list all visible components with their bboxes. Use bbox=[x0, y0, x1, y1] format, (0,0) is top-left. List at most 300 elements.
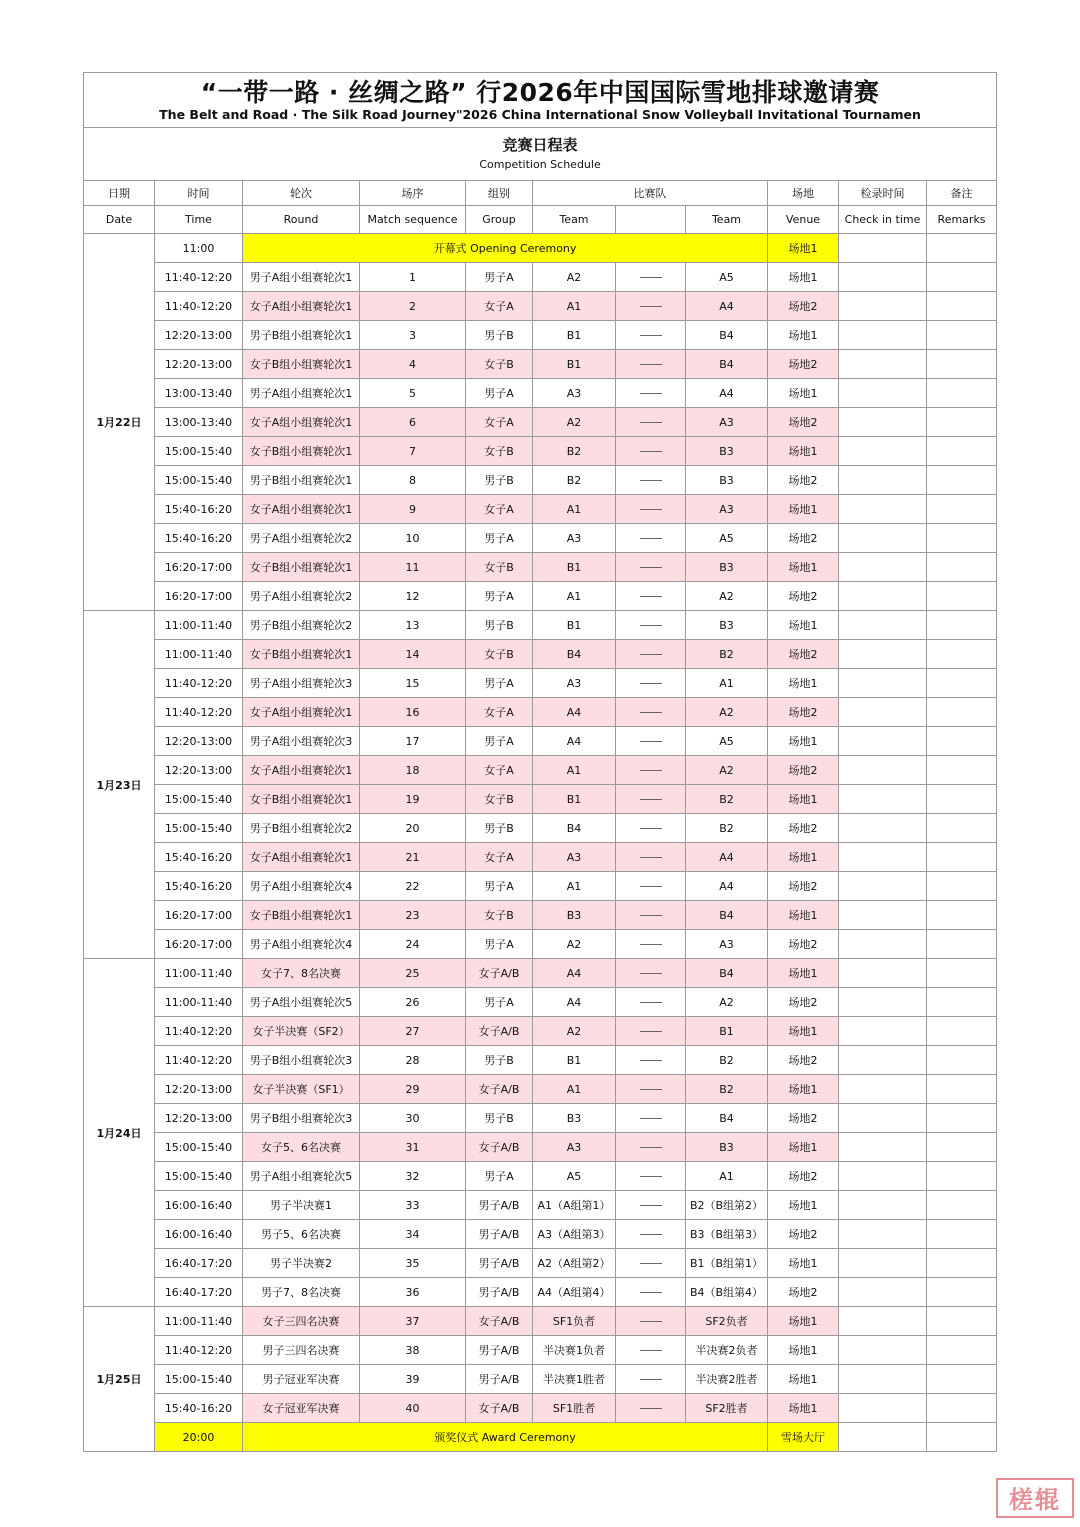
match-group: 女子A/B bbox=[466, 1133, 533, 1162]
match-time: 15:00-15:40 bbox=[155, 1162, 243, 1191]
match-venue: 场地2 bbox=[768, 698, 839, 727]
dash-separator bbox=[640, 422, 662, 423]
remarks-cell bbox=[927, 988, 997, 1017]
match-time: 11:40-12:20 bbox=[155, 1017, 243, 1046]
match-time: 11:40-12:20 bbox=[155, 1336, 243, 1365]
match-seq: 10 bbox=[360, 524, 466, 553]
match-row bbox=[84, 814, 997, 843]
team-1: A3 bbox=[533, 1133, 616, 1162]
match-group: 女子B bbox=[466, 553, 533, 582]
team-1: SF1负者 bbox=[533, 1307, 616, 1336]
match-round: 男子5、6名决赛 bbox=[243, 1220, 360, 1249]
team-2: SF2胜者 bbox=[686, 1394, 768, 1423]
match-venue: 场地1 bbox=[768, 1075, 839, 1104]
match-group: 男子A bbox=[466, 1162, 533, 1191]
match-round: 男子A组小组赛轮次5 bbox=[243, 1162, 360, 1191]
match-group: 女子A bbox=[466, 408, 533, 437]
match-time: 12:20-13:00 bbox=[155, 350, 243, 379]
checkin-cell bbox=[839, 321, 927, 350]
match-row bbox=[84, 379, 997, 408]
match-group: 女子A/B bbox=[466, 1307, 533, 1336]
match-round: 男子A组小组赛轮次2 bbox=[243, 524, 360, 553]
match-venue: 场地2 bbox=[768, 524, 839, 553]
checkin-cell bbox=[839, 756, 927, 785]
match-round: 男子A组小组赛轮次3 bbox=[243, 669, 360, 698]
team-1: B1 bbox=[533, 321, 616, 350]
match-seq: 14 bbox=[360, 640, 466, 669]
checkin-cell bbox=[839, 1423, 927, 1452]
match-row bbox=[84, 524, 997, 553]
checkin-cell bbox=[839, 901, 927, 930]
checkin-cell bbox=[839, 1075, 927, 1104]
team-2: B3 bbox=[686, 466, 768, 495]
team-1: A4（A组第4） bbox=[533, 1278, 616, 1307]
schedule-table bbox=[83, 72, 997, 1452]
remarks-cell bbox=[927, 1249, 997, 1278]
vs-dash bbox=[616, 1220, 686, 1249]
dash-separator bbox=[640, 1176, 662, 1177]
match-group: 男子B bbox=[466, 814, 533, 843]
match-time: 12:20-13:00 bbox=[155, 1104, 243, 1133]
match-venue: 场地2 bbox=[768, 582, 839, 611]
match-venue: 场地2 bbox=[768, 1046, 839, 1075]
checkin-cell bbox=[839, 1278, 927, 1307]
checkin-cell bbox=[839, 292, 927, 321]
match-time: 12:20-13:00 bbox=[155, 727, 243, 756]
match-round: 女子B组小组赛轮次1 bbox=[243, 553, 360, 582]
dash-separator bbox=[640, 364, 662, 365]
checkin-cell bbox=[839, 524, 927, 553]
remarks-cell bbox=[927, 350, 997, 379]
vs-dash bbox=[616, 1307, 686, 1336]
vs-dash bbox=[616, 1133, 686, 1162]
dash-separator bbox=[640, 451, 662, 452]
team-1: B2 bbox=[533, 437, 616, 466]
team-2: A4 bbox=[686, 379, 768, 408]
match-row bbox=[84, 1394, 997, 1423]
checkin-cell bbox=[839, 1394, 927, 1423]
match-seq: 29 bbox=[360, 1075, 466, 1104]
vs-dash bbox=[616, 988, 686, 1017]
remarks-cell bbox=[927, 843, 997, 872]
match-group: 男子B bbox=[466, 466, 533, 495]
match-group: 男子A bbox=[466, 930, 533, 959]
match-group: 女子A/B bbox=[466, 1017, 533, 1046]
dash-separator bbox=[640, 1234, 662, 1235]
match-round: 女子A组小组赛轮次1 bbox=[243, 843, 360, 872]
team-1: A2 bbox=[533, 930, 616, 959]
dash-separator bbox=[640, 1147, 662, 1148]
match-seq: 31 bbox=[360, 1133, 466, 1162]
header-checkin-en: Check in time bbox=[839, 206, 927, 234]
team-2: A2 bbox=[686, 988, 768, 1017]
match-group: 男子B bbox=[466, 321, 533, 350]
remarks-cell bbox=[927, 698, 997, 727]
team-2: A3 bbox=[686, 408, 768, 437]
dash-separator bbox=[640, 654, 662, 655]
match-round: 女子冠亚军决赛 bbox=[243, 1394, 360, 1423]
dash-separator bbox=[640, 625, 662, 626]
checkin-cell bbox=[839, 1191, 927, 1220]
match-time: 15:40-16:20 bbox=[155, 524, 243, 553]
vs-dash bbox=[616, 1365, 686, 1394]
match-time: 16:20-17:00 bbox=[155, 901, 243, 930]
match-seq: 27 bbox=[360, 1017, 466, 1046]
team-1: B3 bbox=[533, 1104, 616, 1133]
header-time-cn: 时间 bbox=[155, 181, 243, 206]
checkin-cell bbox=[839, 698, 927, 727]
team-1: A4 bbox=[533, 959, 616, 988]
team-1: B1 bbox=[533, 350, 616, 379]
match-venue: 场地1 bbox=[768, 553, 839, 582]
team-2: 半决赛2负者 bbox=[686, 1336, 768, 1365]
dash-separator bbox=[640, 509, 662, 510]
checkin-cell bbox=[839, 350, 927, 379]
match-group: 女子A bbox=[466, 495, 533, 524]
match-venue: 场地1 bbox=[768, 959, 839, 988]
vs-dash bbox=[616, 495, 686, 524]
match-row bbox=[84, 1017, 997, 1046]
team-2: B2 bbox=[686, 640, 768, 669]
team-2: B4 bbox=[686, 1104, 768, 1133]
title-block bbox=[84, 73, 997, 128]
match-row bbox=[84, 292, 997, 321]
remarks-cell bbox=[927, 437, 997, 466]
match-time: 15:00-15:40 bbox=[155, 466, 243, 495]
team-2: B4 bbox=[686, 350, 768, 379]
team-2: A1 bbox=[686, 669, 768, 698]
vs-dash bbox=[616, 1394, 686, 1423]
match-row bbox=[84, 1307, 997, 1336]
date-cell: 1月23日 bbox=[84, 611, 155, 959]
remarks-cell bbox=[927, 582, 997, 611]
subtitle-cn: 竞赛日程表 bbox=[502, 136, 578, 154]
match-row bbox=[84, 1075, 997, 1104]
team-2: SF2负者 bbox=[686, 1307, 768, 1336]
team-2: B3 bbox=[686, 437, 768, 466]
dash-separator bbox=[640, 1031, 662, 1032]
team-1: A2（A组第2） bbox=[533, 1249, 616, 1278]
team-2: B4 bbox=[686, 321, 768, 350]
match-time: 11:00-11:40 bbox=[155, 959, 243, 988]
match-seq: 35 bbox=[360, 1249, 466, 1278]
team-2: B2 bbox=[686, 814, 768, 843]
team-1: SF1胜者 bbox=[533, 1394, 616, 1423]
checkin-cell bbox=[839, 408, 927, 437]
match-seq: 4 bbox=[360, 350, 466, 379]
header-checkin-cn: 检录时间 bbox=[839, 181, 927, 206]
match-group: 男子A bbox=[466, 524, 533, 553]
header-remarks-en: Remarks bbox=[927, 206, 997, 234]
match-row bbox=[84, 1191, 997, 1220]
match-time: 15:00-15:40 bbox=[155, 437, 243, 466]
remarks-cell bbox=[927, 1017, 997, 1046]
match-time: 15:40-16:20 bbox=[155, 495, 243, 524]
vs-dash bbox=[616, 1278, 686, 1307]
dash-separator bbox=[640, 306, 662, 307]
match-row bbox=[84, 988, 997, 1017]
dash-separator bbox=[640, 1321, 662, 1322]
match-time: 16:20-17:00 bbox=[155, 582, 243, 611]
team-1: B1 bbox=[533, 553, 616, 582]
vs-dash bbox=[616, 1104, 686, 1133]
team-1: A3 bbox=[533, 379, 616, 408]
header-seq-cn: 场序 bbox=[360, 181, 466, 206]
match-row bbox=[84, 611, 997, 640]
match-group: 男子A bbox=[466, 669, 533, 698]
checkin-cell bbox=[839, 553, 927, 582]
checkin-cell bbox=[839, 727, 927, 756]
match-time: 11:40-12:20 bbox=[155, 292, 243, 321]
team-2: A3 bbox=[686, 495, 768, 524]
team-1: A1 bbox=[533, 872, 616, 901]
match-group: 男子A bbox=[466, 872, 533, 901]
match-seq: 32 bbox=[360, 1162, 466, 1191]
header-venue-en: Venue bbox=[768, 206, 839, 234]
match-venue: 场地1 bbox=[768, 1249, 839, 1278]
remarks-cell bbox=[927, 872, 997, 901]
team-1: B1 bbox=[533, 1046, 616, 1075]
vs-dash bbox=[616, 350, 686, 379]
dash-separator bbox=[640, 277, 662, 278]
remarks-cell bbox=[927, 321, 997, 350]
opening-time: 11:00 bbox=[155, 234, 243, 263]
remarks-cell bbox=[927, 756, 997, 785]
match-venue: 场地2 bbox=[768, 1278, 839, 1307]
vs-dash bbox=[616, 408, 686, 437]
match-seq: 2 bbox=[360, 292, 466, 321]
match-row bbox=[84, 437, 997, 466]
match-group: 女子B bbox=[466, 350, 533, 379]
dash-separator bbox=[640, 1292, 662, 1293]
remarks-cell bbox=[927, 1365, 997, 1394]
dash-separator bbox=[640, 1002, 662, 1003]
match-row bbox=[84, 727, 997, 756]
match-seq: 5 bbox=[360, 379, 466, 408]
team-2: B3 bbox=[686, 611, 768, 640]
team-2: B1 bbox=[686, 1017, 768, 1046]
checkin-cell bbox=[839, 582, 927, 611]
match-venue: 场地1 bbox=[768, 321, 839, 350]
remarks-cell bbox=[927, 959, 997, 988]
match-round: 男子B组小组赛轮次3 bbox=[243, 1046, 360, 1075]
checkin-cell bbox=[839, 1162, 927, 1191]
remarks-cell bbox=[927, 1336, 997, 1365]
vs-dash bbox=[616, 1017, 686, 1046]
header-group-cn: 组别 bbox=[466, 181, 533, 206]
team-1: B4 bbox=[533, 640, 616, 669]
remarks-cell bbox=[927, 466, 997, 495]
header-remarks-cn: 备注 bbox=[927, 181, 997, 206]
match-round: 男子A组小组赛轮次1 bbox=[243, 379, 360, 408]
vs-dash bbox=[616, 727, 686, 756]
match-seq: 33 bbox=[360, 1191, 466, 1220]
match-row bbox=[84, 959, 997, 988]
match-seq: 15 bbox=[360, 669, 466, 698]
match-venue: 场地1 bbox=[768, 495, 839, 524]
vs-dash bbox=[616, 930, 686, 959]
remarks-cell bbox=[927, 553, 997, 582]
team-1: A1 bbox=[533, 495, 616, 524]
team-1: A4 bbox=[533, 698, 616, 727]
match-seq: 26 bbox=[360, 988, 466, 1017]
match-round: 女子B组小组赛轮次1 bbox=[243, 785, 360, 814]
dash-separator bbox=[640, 480, 662, 481]
team-2: A2 bbox=[686, 698, 768, 727]
match-row bbox=[84, 1162, 997, 1191]
match-row bbox=[84, 930, 997, 959]
team-2: A4 bbox=[686, 843, 768, 872]
match-round: 男子三四名决赛 bbox=[243, 1336, 360, 1365]
header-group-en: Group bbox=[466, 206, 533, 234]
match-seq: 38 bbox=[360, 1336, 466, 1365]
dash-separator bbox=[640, 567, 662, 568]
team-1: B2 bbox=[533, 466, 616, 495]
match-round: 女子半决赛（SF2） bbox=[243, 1017, 360, 1046]
match-time: 16:40-17:20 bbox=[155, 1249, 243, 1278]
dash-separator bbox=[640, 944, 662, 945]
match-row bbox=[84, 263, 997, 292]
match-seq: 40 bbox=[360, 1394, 466, 1423]
match-round: 女子B组小组赛轮次1 bbox=[243, 640, 360, 669]
match-row bbox=[84, 843, 997, 872]
team-1: A1 bbox=[533, 756, 616, 785]
match-time: 16:40-17:20 bbox=[155, 1278, 243, 1307]
dash-separator bbox=[640, 1118, 662, 1119]
match-time: 11:00-11:40 bbox=[155, 640, 243, 669]
checkin-cell bbox=[839, 234, 927, 263]
header-date-cn: 日期 bbox=[84, 181, 155, 206]
team-1: A5 bbox=[533, 1162, 616, 1191]
match-group: 女子B bbox=[466, 785, 533, 814]
match-time: 11:40-12:20 bbox=[155, 1046, 243, 1075]
team-1: B3 bbox=[533, 901, 616, 930]
remarks-cell bbox=[927, 1278, 997, 1307]
vs-dash bbox=[616, 1336, 686, 1365]
checkin-cell bbox=[839, 1307, 927, 1336]
match-group: 女子A/B bbox=[466, 1075, 533, 1104]
team-1: B1 bbox=[533, 611, 616, 640]
remarks-cell bbox=[927, 292, 997, 321]
team-1: A4 bbox=[533, 727, 616, 756]
header-row-cn bbox=[84, 181, 997, 206]
match-row bbox=[84, 1104, 997, 1133]
match-seq: 21 bbox=[360, 843, 466, 872]
match-seq: 6 bbox=[360, 408, 466, 437]
remarks-cell bbox=[927, 814, 997, 843]
match-venue: 场地2 bbox=[768, 1220, 839, 1249]
match-row bbox=[84, 1220, 997, 1249]
opening-venue: 场地1 bbox=[768, 234, 839, 263]
match-time: 16:00-16:40 bbox=[155, 1220, 243, 1249]
match-seq: 8 bbox=[360, 466, 466, 495]
checkin-cell bbox=[839, 1046, 927, 1075]
closing-venue: 雪场大厅 bbox=[768, 1423, 839, 1452]
match-group: 男子A bbox=[466, 263, 533, 292]
vs-dash bbox=[616, 843, 686, 872]
checkin-cell bbox=[839, 785, 927, 814]
match-round: 女子A组小组赛轮次1 bbox=[243, 292, 360, 321]
team-1: A3 bbox=[533, 843, 616, 872]
match-row bbox=[84, 466, 997, 495]
match-time: 11:40-12:20 bbox=[155, 263, 243, 292]
remarks-cell bbox=[927, 1162, 997, 1191]
match-venue: 场地2 bbox=[768, 756, 839, 785]
match-venue: 场地1 bbox=[768, 669, 839, 698]
dash-separator bbox=[640, 596, 662, 597]
match-venue: 场地1 bbox=[768, 437, 839, 466]
team-2: B1（B组第1） bbox=[686, 1249, 768, 1278]
match-row bbox=[84, 1278, 997, 1307]
match-round: 男子B组小组赛轮次2 bbox=[243, 814, 360, 843]
match-venue: 场地2 bbox=[768, 814, 839, 843]
team-2: A4 bbox=[686, 292, 768, 321]
match-seq: 36 bbox=[360, 1278, 466, 1307]
match-round: 女子半决赛（SF1） bbox=[243, 1075, 360, 1104]
vs-dash bbox=[616, 292, 686, 321]
match-row bbox=[84, 756, 997, 785]
match-time: 15:40-16:20 bbox=[155, 872, 243, 901]
match-group: 男子A/B bbox=[466, 1191, 533, 1220]
dash-separator bbox=[640, 886, 662, 887]
match-row bbox=[84, 872, 997, 901]
match-group: 男子A/B bbox=[466, 1278, 533, 1307]
match-group: 女子B bbox=[466, 640, 533, 669]
vs-dash bbox=[616, 1249, 686, 1278]
team-1: 半决赛1胜者 bbox=[533, 1365, 616, 1394]
team-2: A2 bbox=[686, 582, 768, 611]
match-round: 男子7、8名决赛 bbox=[243, 1278, 360, 1307]
vs-dash bbox=[616, 698, 686, 727]
dash-separator bbox=[640, 1060, 662, 1061]
team-2: B2（B组第2） bbox=[686, 1191, 768, 1220]
dash-separator bbox=[640, 770, 662, 771]
match-seq: 3 bbox=[360, 321, 466, 350]
match-time: 15:40-16:20 bbox=[155, 843, 243, 872]
team-2: B3 bbox=[686, 553, 768, 582]
checkin-cell bbox=[839, 640, 927, 669]
match-seq: 24 bbox=[360, 930, 466, 959]
dash-separator bbox=[640, 683, 662, 684]
vs-dash bbox=[616, 785, 686, 814]
match-row bbox=[84, 669, 997, 698]
team-2: A4 bbox=[686, 872, 768, 901]
match-time: 12:20-13:00 bbox=[155, 1075, 243, 1104]
team-1: A4 bbox=[533, 988, 616, 1017]
team-1: A2 bbox=[533, 408, 616, 437]
match-time: 13:00-13:40 bbox=[155, 408, 243, 437]
remarks-cell bbox=[927, 1133, 997, 1162]
match-round: 男子A组小组赛轮次4 bbox=[243, 872, 360, 901]
match-time: 11:00-11:40 bbox=[155, 1307, 243, 1336]
match-seq: 20 bbox=[360, 814, 466, 843]
vs-dash bbox=[616, 379, 686, 408]
remarks-cell bbox=[927, 901, 997, 930]
match-venue: 场地2 bbox=[768, 408, 839, 437]
header-teams-cn: 比赛队 bbox=[533, 181, 768, 206]
header-vs-en bbox=[616, 206, 686, 234]
match-round: 男子A组小组赛轮次5 bbox=[243, 988, 360, 1017]
match-time: 16:20-17:00 bbox=[155, 930, 243, 959]
dash-separator bbox=[640, 1089, 662, 1090]
team-1: B4 bbox=[533, 814, 616, 843]
header-seq-en: Match sequence bbox=[360, 206, 466, 234]
match-time: 12:20-13:00 bbox=[155, 321, 243, 350]
match-round: 男子B组小组赛轮次2 bbox=[243, 611, 360, 640]
match-round: 女子5、6名决赛 bbox=[243, 1133, 360, 1162]
team-2: A3 bbox=[686, 930, 768, 959]
match-round: 男子B组小组赛轮次3 bbox=[243, 1104, 360, 1133]
